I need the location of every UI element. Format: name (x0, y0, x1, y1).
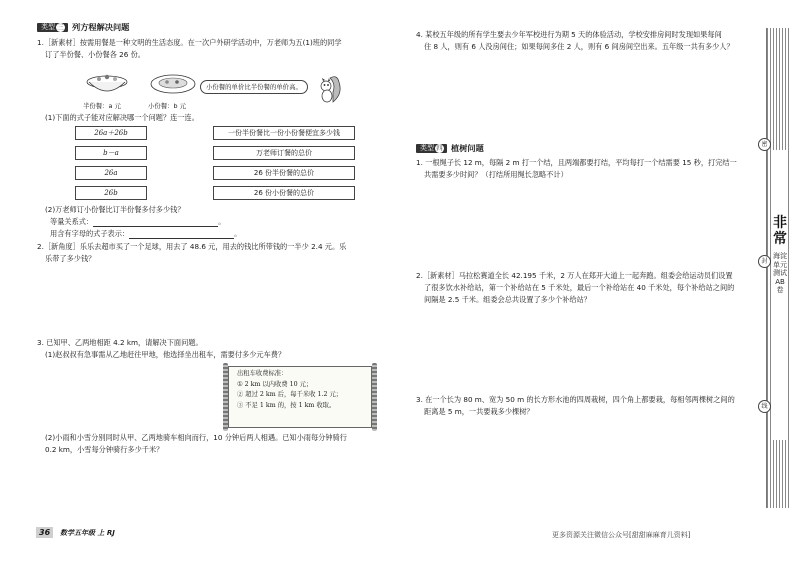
tree-q2-line2: 了很多饮水补给站，第一个补给站在 5 千米处，最后一个补给站在 40 千米处，每个补给站之间的 (424, 283, 735, 292)
q3-sub2-line2: 0.2 km，小雪每分钟骑行多少千米？ (45, 445, 164, 454)
q3-sub2-line1: (2)小雨和小雪分别同时从甲、乙两地骑车相向而行，10 分钟后两人相遇。已知小雨每分钟骑行 (45, 433, 347, 442)
spine-label-band (772, 150, 788, 440)
taxi-fare-sign (228, 366, 372, 428)
taxi-rule-1: ① 2 km 以内收费 10 元； (237, 380, 313, 388)
expr-box-1[interactable]: 26a＋26b (75, 126, 147, 140)
tree-q1-line1: 1. 一根绳子长 12 m，每隔 2 m 打一个结，且两端都要打结，平均每打一个结需要 15 秒，打完结一 (416, 158, 737, 167)
q4-line1: 4. 某校五年级的所有学生要去少年军校进行为期 5 天的体验活动，学校安排房间时发现如果每间 (416, 30, 722, 39)
brand-logo: 非常 (773, 215, 787, 247)
tree-q3-line1: 3. 在一个长为 80 m、宽为 50 m 的长方形水池的四周栽树，四个角上都要栽，每相邻两棵树之间的 (416, 395, 735, 404)
section-header-type4 (416, 143, 484, 154)
section-title: 列方程解决问题 (72, 22, 130, 32)
expr-box-4[interactable]: 26b (75, 186, 147, 200)
taxi-rule-3: ③ 不足 1 km 的，按 1 km 收取。 (237, 401, 336, 409)
small-meal-price-label: 小份餐：b 元 (148, 102, 187, 110)
half-meal-price-label: 半份餐：a 元 (83, 102, 121, 110)
tree-q2-line1: 2.［新素材］马拉松赛道全长 42.195 千米，2 万人在郑开大道上一起奔跑。组委会给运动员们设置 (416, 271, 733, 280)
problem-box-4[interactable]: 26 份小份餐的总价 (213, 186, 355, 200)
meal-illustrations (85, 64, 205, 102)
brand-subtitle: 海淀单元测试AB卷 (773, 252, 787, 294)
section-header-type3 (37, 22, 129, 33)
speech-bubble: 小份餐的单价比半份餐的单价高。 (200, 80, 308, 94)
tree-q1-line2: 共需要多少时间？（打结所用绳长忽略不计） (424, 170, 568, 179)
footer-note: 更多资源关注微信公众号[甜甜麻麻育儿资料] (552, 531, 691, 539)
page-footer-text: 数学五年级 上 RJ (60, 529, 115, 537)
expr-label: 用含有字母的式子表示： (50, 229, 130, 238)
eq-label: 等量关系式： (50, 217, 94, 226)
q1-sub1: (1)下面的式子能对应解决哪一个问题？连一连。 (45, 113, 199, 122)
squirrel-icon (317, 72, 343, 104)
page-number: 36 (36, 527, 53, 538)
tree-q2-line3: 间隔是 2.5 千米。组委会总共设置了多少个补给站？ (424, 295, 591, 304)
section-tag: 类型 三 (37, 23, 68, 32)
problem-box-3[interactable]: 26 份半份餐的总价 (213, 166, 355, 180)
seal-mark-1: 密 (758, 138, 771, 151)
problem-box-1[interactable]: 一份半份餐比一份小份餐便宜多少钱 (213, 126, 355, 140)
eq-blank[interactable] (93, 218, 218, 227)
problem-box-2[interactable]: 万老师订餐的总价 (213, 146, 355, 160)
q1-intro-line1: 1.［新素材］按需用餐是一种文明的生活态度。在一次户外研学活动中，万老师为五(1)班的同学 (37, 38, 342, 47)
expr-box-2[interactable]: b－a (75, 146, 147, 160)
half-meal-bowl-icon (87, 75, 127, 91)
taxi-fare-title: 出租车收费标准： (237, 370, 288, 377)
q3-line1: 3. 已知甲、乙两地相距 4.2 km，请解决下面问题。 (37, 338, 203, 347)
expr-box-3[interactable]: 26a (75, 166, 147, 180)
seal-mark-2: 封 (758, 255, 771, 268)
expr-blank[interactable] (129, 230, 234, 239)
section-tag: 类型 四 (416, 144, 447, 153)
small-meal-plate-icon (151, 75, 195, 93)
tree-q3-line2: 距离是 5 m，一共要栽多少棵树？ (424, 407, 534, 416)
q1-intro-line2: 订了半份餐、小份餐各 26 份。 (45, 50, 145, 59)
taxi-rule-2: ② 超过 2 km 后，每千米收 1.2 元； (237, 391, 343, 398)
expression-answer-line: 用含有字母的式子表示： 。 (50, 229, 242, 238)
q1-sub2: (2)万老师订小份餐比订半份餐多付多少钱？ (45, 205, 185, 214)
q3-sub1: (1)赵叔叔有急事需从乙地赶往甲地，他选择坐出租车，需要付多少元车费？ (45, 350, 286, 359)
seal-mark-3: 线 (758, 400, 771, 413)
q2-line1: 2.［新角度］乐乐去超市买了一个足球，用去了 48.6 元，用去的钱比所带钱的一半少 2.4 元。乐 (37, 242, 347, 251)
equation-answer-line: 等量关系式： 。 (50, 217, 226, 226)
section-title: 植树问题 (451, 143, 484, 153)
q2-line2: 乐带了多少钱？ (45, 254, 96, 263)
q4-line2: 住 8 人，则有 6 人没房间住；如果每间多住 2 人，则有 6 间房间空出来。五年级一共有多少人？ (424, 42, 734, 51)
